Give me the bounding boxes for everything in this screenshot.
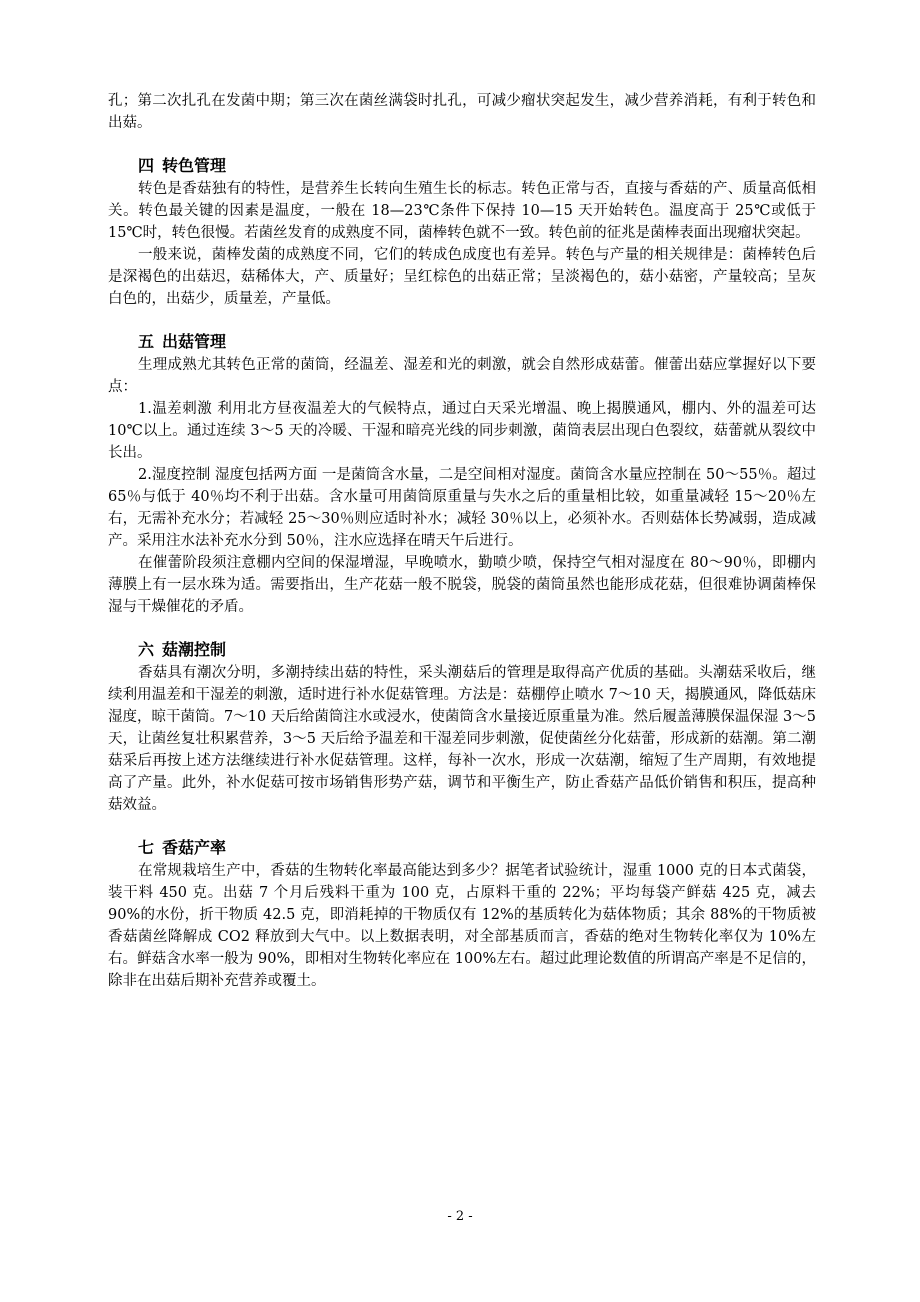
paragraph: 在催蕾阶段须注意棚内空间的保湿增湿，早晚喷水，勤喷少喷，保持空气相对湿度在 80～90％，即棚内薄膜上有一层水珠为适。需要指出，生产花菇一般不脱袋，脱袋的菌筒虽然也能形成花菇，但很难协调菌棒保湿与干燥催花的矛盾。 <box>108 555 816 615</box>
intro-paragraph: 孔；第二次扎孔在发菌中期；第三次在菌丝满袋时扎孔，可减少瘤状突起发生，减少营养消耗，有利于转色和出菇。 <box>108 93 816 131</box>
section-yield <box>108 836 816 992</box>
paragraph: 2.湿度控制 湿度包括两方面 一是菌筒含水量，二是空间相对湿度。菌筒含水量应控制在 50～55％。超过 65％与低于 40％均不利于出菇。含水量可用菌筒原重量与失水之后的重量相比较，如重量减轻 15～20％左右，无需补充水分；若减轻 25～30％则应适时补水；减轻 30％以上，必须补水。否则菇体长势减弱，造成减产。采用注水法补充水分到 50％，注水应选择在晴天午后进行。 <box>108 467 816 549</box>
paragraph: 香菇具有潮次分明，多潮持续出菇的特性，采头潮菇后的管理是取得高产优质的基础。头潮菇采收后，继续利用温差和干湿差的刺激，适时进行补水促菇管理。方法是：菇棚停止喷水 7～10 天，揭膜通风，降低菇床湿度，晾干菌筒。7～10 天后给菌筒注水或浸水，使菌筒含水量接近原重量为准。然后履盖薄膜保温保湿 3～5 天，让菌丝复壮积累营养，3～5 天后给予温差和干湿差同步刺激，促使菌丝分化菇蕾，形成新的菇潮。第二潮菇采后再按上述方法继续进行补水促菇管理。这样，每补一次水，形成一次菇潮，缩短了生产周期，有效地提高了产量。此外，补水促菇可按市场销售形势产菇，调节和平衡生产，防止香菇产品低价销售和积压，提高种菇效益。 <box>108 665 816 813</box>
paragraph: 在常规栽培生产中，香菇的生物转化率最高能达到多少？据笔者试验统计，湿重 1000 克的日本式菌袋，装干料 450 克。出菇 7 个月后残料干重为 100 克，占原料干重的 22%；平均每袋产鲜菇 425 克，减去 90%的水份，折干物质 42.5 克，即消耗掉的干物质仅有 12%的基质转化为菇体物质；其余 88%的干物质被香菇菌丝降解成 CO2 释放到大气中。以上数据表明，对全部基质而言，香菇的绝对生物转化率仅为 10%左右。鲜菇含水率一般为 90%，即相对生物转化率应在 100%左右。超过此理论数值的所谓高产率是不足信的，除非在出菇后期补充营养或覆土。 <box>108 863 816 989</box>
section-title: 菇潮控制 <box>162 640 227 659</box>
paragraph: 生理成熟尤其转色正常的菌筒，经温差、湿差和光的刺激，就会自然形成菇蕾。催蕾出菇应掌握好以下要点： <box>108 357 816 395</box>
section-heading <box>138 638 816 661</box>
section-number: 四 <box>138 156 155 175</box>
section-number: 五 <box>138 332 155 351</box>
section-fruiting <box>108 330 816 618</box>
section-number: 七 <box>138 838 155 857</box>
section-number: 六 <box>138 640 155 659</box>
paragraph: 转色是香菇独有的特性，是营养生长转向生殖生长的标志。转色正常与否，直接与香菇的产、质量高低相关。转色最关键的因素是温度，一般在 18—23℃条件下保持 10—15 天开始转色。温度高于 25℃或低于 15℃时，转色很慢。若菌丝发育的成熟度不同，菌棒转色就不一致。转色前的征兆是菌棒表面出现瘤状突起。 <box>108 181 816 241</box>
section-heading <box>138 154 816 177</box>
section-title: 转色管理 <box>162 156 227 175</box>
section-heading <box>138 836 816 859</box>
page-number: - 2 - <box>447 1209 473 1224</box>
section-heading <box>138 330 816 353</box>
section-flush-control <box>108 638 816 816</box>
paragraph: 1.温差刺激 利用北方昼夜温差大的气候特点，通过白天采光增温、晚上揭膜通风，棚内、外的温差可达 10℃以上。通过连续 3～5 天的冷暖、干湿和暗亮光线的同步刺激，菌筒表层出现白色裂纹，菇蕾就从裂纹中长出。 <box>108 401 816 461</box>
paragraph: 一般来说，菌棒发菌的成熟度不同，它们的转成色成度也有差异。转色与产量的相关规律是：菌棒转色后是深褐色的出菇迟，菇稀体大，产、质量好；呈红棕色的出菇正常；呈淡褐色的，菇小菇密，产量较高；呈灰白色的，出菇少，质量差，产量低。 <box>108 247 816 307</box>
section-title: 香菇产率 <box>162 838 227 857</box>
section-color-change <box>108 154 816 310</box>
section-title: 出菇管理 <box>162 332 227 351</box>
document-page <box>108 90 816 992</box>
